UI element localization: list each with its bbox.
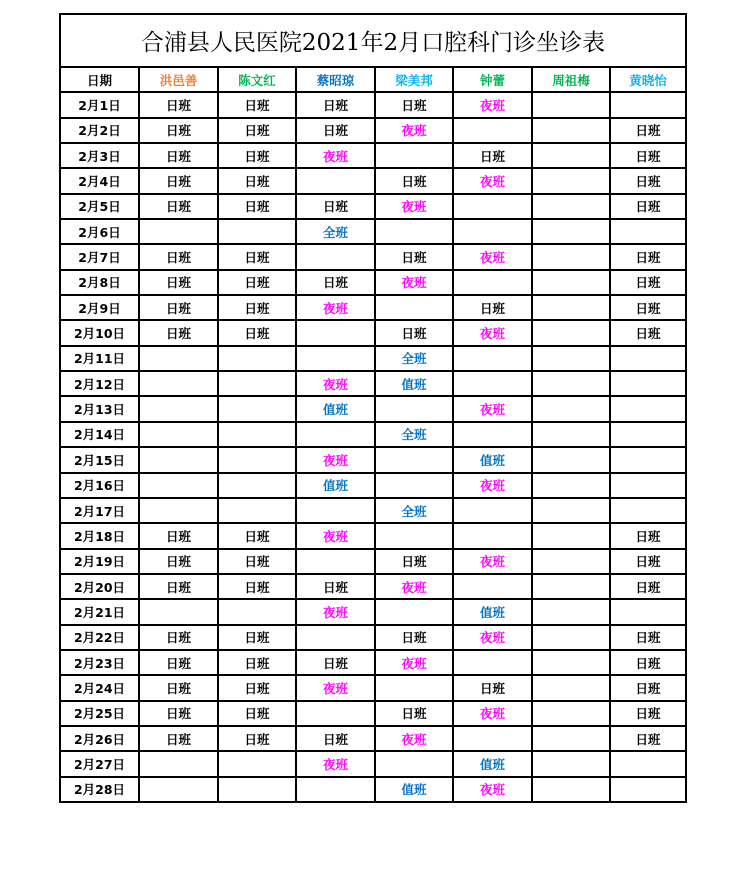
shift-cell: 日班 <box>139 143 218 168</box>
shift-cell <box>532 523 610 548</box>
shift-cell: 日班 <box>610 726 685 751</box>
shift-cell <box>532 92 610 117</box>
shift-cell <box>139 599 218 624</box>
table-row <box>61 726 685 751</box>
shift-cell <box>139 371 218 396</box>
shift-cell <box>532 751 610 776</box>
date-cell: 2月8日 <box>61 270 139 295</box>
shift-cell <box>375 523 453 548</box>
shift-cell: 日班 <box>218 168 296 193</box>
shift-cell: 夜班 <box>296 295 375 320</box>
shift-cell: 日班 <box>218 701 296 726</box>
table-row <box>61 346 685 371</box>
shift-cell <box>453 346 532 371</box>
shift-cell: 日班 <box>610 295 685 320</box>
shift-cell <box>532 422 610 447</box>
shift-cell <box>610 777 685 801</box>
shift-cell <box>375 447 453 472</box>
shift-cell: 日班 <box>218 726 296 751</box>
table-row <box>61 194 685 219</box>
date-cell: 2月10日 <box>61 320 139 345</box>
shift-cell <box>296 422 375 447</box>
shift-cell <box>532 219 610 244</box>
shift-cell: 日班 <box>296 118 375 143</box>
shift-cell: 日班 <box>296 726 375 751</box>
shift-cell <box>218 498 296 523</box>
shift-cell: 夜班 <box>453 244 532 269</box>
shift-cell: 值班 <box>453 447 532 472</box>
shift-cell <box>296 244 375 269</box>
shift-cell: 日班 <box>610 270 685 295</box>
shift-cell <box>610 498 685 523</box>
shift-cell: 日班 <box>296 194 375 219</box>
shift-cell <box>532 371 610 396</box>
header-row <box>61 68 685 92</box>
shift-cell <box>453 118 532 143</box>
schedule-table <box>61 68 685 801</box>
shift-cell <box>375 295 453 320</box>
table-row <box>61 118 685 143</box>
table-row <box>61 650 685 675</box>
shift-cell <box>610 219 685 244</box>
shift-cell <box>532 777 610 801</box>
table-row <box>61 295 685 320</box>
shift-cell: 日班 <box>139 270 218 295</box>
shift-cell: 日班 <box>139 92 218 117</box>
shift-cell: 日班 <box>139 625 218 650</box>
table-row <box>61 447 685 472</box>
shift-cell: 日班 <box>453 675 532 700</box>
shift-cell: 日班 <box>296 650 375 675</box>
shift-cell <box>453 726 532 751</box>
date-cell: 2月25日 <box>61 701 139 726</box>
table-row <box>61 371 685 396</box>
header-doctor: 钟蕾 <box>453 68 532 92</box>
shift-cell <box>218 751 296 776</box>
shift-cell: 日班 <box>610 194 685 219</box>
shift-cell: 日班 <box>610 168 685 193</box>
shift-cell: 夜班 <box>296 143 375 168</box>
date-cell: 2月27日 <box>61 751 139 776</box>
shift-cell: 日班 <box>218 143 296 168</box>
shift-cell: 日班 <box>218 270 296 295</box>
date-cell: 2月15日 <box>61 447 139 472</box>
shift-cell: 值班 <box>296 473 375 498</box>
header-doctor: 蔡昭琼 <box>296 68 375 92</box>
shift-cell: 全班 <box>375 346 453 371</box>
shift-cell <box>139 219 218 244</box>
shift-cell <box>610 599 685 624</box>
shift-cell <box>296 701 375 726</box>
shift-cell <box>453 422 532 447</box>
shift-cell <box>532 701 610 726</box>
shift-cell <box>218 219 296 244</box>
table-row <box>61 549 685 574</box>
shift-cell: 日班 <box>218 118 296 143</box>
shift-cell: 日班 <box>218 295 296 320</box>
date-cell: 2月22日 <box>61 625 139 650</box>
shift-cell: 日班 <box>139 295 218 320</box>
date-cell: 2月9日 <box>61 295 139 320</box>
shift-cell: 日班 <box>610 574 685 599</box>
shift-cell <box>532 396 610 421</box>
shift-cell: 日班 <box>218 625 296 650</box>
date-cell: 2月28日 <box>61 777 139 801</box>
header-doctor: 梁美邦 <box>375 68 453 92</box>
header-doctor: 陈文红 <box>218 68 296 92</box>
shift-cell <box>610 396 685 421</box>
shift-cell: 日班 <box>375 701 453 726</box>
shift-cell: 日班 <box>139 549 218 574</box>
shift-cell: 夜班 <box>453 92 532 117</box>
shift-cell: 全班 <box>296 219 375 244</box>
date-cell: 2月23日 <box>61 650 139 675</box>
shift-cell: 日班 <box>610 244 685 269</box>
shift-cell: 夜班 <box>453 625 532 650</box>
shift-cell: 日班 <box>139 675 218 700</box>
shift-cell <box>532 447 610 472</box>
shift-cell <box>218 473 296 498</box>
shift-cell: 日班 <box>610 650 685 675</box>
schedule-body <box>61 68 685 801</box>
shift-cell: 日班 <box>139 244 218 269</box>
shift-cell: 夜班 <box>375 574 453 599</box>
shift-cell: 日班 <box>218 574 296 599</box>
shift-cell <box>296 168 375 193</box>
shift-cell <box>532 295 610 320</box>
shift-cell: 夜班 <box>375 726 453 751</box>
shift-cell: 夜班 <box>296 523 375 548</box>
shift-cell: 日班 <box>218 320 296 345</box>
table-row <box>61 473 685 498</box>
shift-cell: 日班 <box>610 118 685 143</box>
shift-cell <box>296 498 375 523</box>
header-date: 日期 <box>61 68 139 92</box>
shift-cell: 日班 <box>218 194 296 219</box>
date-cell: 2月7日 <box>61 244 139 269</box>
shift-cell: 夜班 <box>375 270 453 295</box>
shift-cell: 夜班 <box>296 371 375 396</box>
shift-cell <box>453 219 532 244</box>
shift-cell: 日班 <box>139 118 218 143</box>
date-cell: 2月12日 <box>61 371 139 396</box>
shift-cell: 日班 <box>375 320 453 345</box>
date-cell: 2月21日 <box>61 599 139 624</box>
date-cell: 2月13日 <box>61 396 139 421</box>
shift-cell: 夜班 <box>453 168 532 193</box>
shift-cell: 夜班 <box>296 675 375 700</box>
date-cell: 2月24日 <box>61 675 139 700</box>
date-cell: 2月18日 <box>61 523 139 548</box>
date-cell: 2月6日 <box>61 219 139 244</box>
shift-cell: 值班 <box>375 777 453 801</box>
shift-cell <box>532 574 610 599</box>
shift-cell <box>139 751 218 776</box>
shift-cell <box>453 371 532 396</box>
shift-cell: 夜班 <box>375 194 453 219</box>
table-row <box>61 777 685 801</box>
shift-cell: 日班 <box>139 650 218 675</box>
schedule-sheet <box>59 13 687 803</box>
shift-cell <box>453 574 532 599</box>
shift-cell <box>532 675 610 700</box>
shift-cell: 日班 <box>139 574 218 599</box>
date-cell: 2月14日 <box>61 422 139 447</box>
table-row <box>61 751 685 776</box>
shift-cell <box>296 777 375 801</box>
date-cell: 2月11日 <box>61 346 139 371</box>
shift-cell <box>218 346 296 371</box>
shift-cell <box>218 777 296 801</box>
shift-cell: 日班 <box>218 675 296 700</box>
shift-cell: 日班 <box>610 675 685 700</box>
shift-cell <box>532 168 610 193</box>
shift-cell <box>453 194 532 219</box>
shift-cell: 日班 <box>375 549 453 574</box>
shift-cell <box>532 244 610 269</box>
shift-cell <box>610 447 685 472</box>
table-row <box>61 422 685 447</box>
table-row <box>61 219 685 244</box>
table-row <box>61 675 685 700</box>
shift-cell <box>139 777 218 801</box>
date-cell: 2月17日 <box>61 498 139 523</box>
shift-cell: 日班 <box>375 244 453 269</box>
shift-cell <box>532 270 610 295</box>
shift-cell <box>532 118 610 143</box>
shift-cell <box>610 371 685 396</box>
shift-cell: 日班 <box>610 320 685 345</box>
table-row <box>61 270 685 295</box>
shift-cell: 日班 <box>139 523 218 548</box>
shift-cell: 日班 <box>218 650 296 675</box>
shift-cell: 日班 <box>139 701 218 726</box>
shift-cell <box>139 422 218 447</box>
shift-cell: 日班 <box>610 701 685 726</box>
shift-cell <box>375 751 453 776</box>
shift-cell <box>532 143 610 168</box>
shift-cell: 夜班 <box>296 599 375 624</box>
shift-cell <box>532 320 610 345</box>
table-row <box>61 599 685 624</box>
table-row <box>61 701 685 726</box>
shift-cell <box>375 219 453 244</box>
date-cell: 2月16日 <box>61 473 139 498</box>
shift-cell: 夜班 <box>453 320 532 345</box>
shift-cell <box>453 523 532 548</box>
shift-cell <box>532 194 610 219</box>
shift-cell: 日班 <box>139 168 218 193</box>
shift-cell: 日班 <box>296 574 375 599</box>
shift-cell: 夜班 <box>453 549 532 574</box>
shift-cell: 日班 <box>296 270 375 295</box>
table-row <box>61 244 685 269</box>
shift-cell: 日班 <box>453 295 532 320</box>
shift-cell <box>296 346 375 371</box>
date-cell: 2月26日 <box>61 726 139 751</box>
table-row <box>61 320 685 345</box>
shift-cell: 日班 <box>218 92 296 117</box>
table-row <box>61 625 685 650</box>
shift-cell <box>532 599 610 624</box>
table-row <box>61 523 685 548</box>
date-cell: 2月4日 <box>61 168 139 193</box>
shift-cell <box>139 447 218 472</box>
shift-cell <box>610 751 685 776</box>
shift-cell <box>218 422 296 447</box>
table-row <box>61 92 685 117</box>
shift-cell <box>532 625 610 650</box>
table-row <box>61 143 685 168</box>
shift-cell: 日班 <box>610 625 685 650</box>
shift-cell <box>296 625 375 650</box>
shift-cell: 日班 <box>139 726 218 751</box>
shift-cell <box>610 346 685 371</box>
shift-cell <box>139 346 218 371</box>
shift-cell <box>218 396 296 421</box>
shift-cell: 日班 <box>296 92 375 117</box>
table-row <box>61 168 685 193</box>
shift-cell <box>218 371 296 396</box>
shift-cell: 全班 <box>375 422 453 447</box>
shift-cell <box>532 473 610 498</box>
shift-cell: 夜班 <box>296 447 375 472</box>
date-cell: 2月3日 <box>61 143 139 168</box>
shift-cell: 夜班 <box>296 751 375 776</box>
shift-cell <box>453 270 532 295</box>
shift-cell: 值班 <box>296 396 375 421</box>
shift-cell: 值班 <box>453 599 532 624</box>
shift-cell: 值班 <box>453 751 532 776</box>
shift-cell: 日班 <box>610 143 685 168</box>
table-row <box>61 498 685 523</box>
shift-cell <box>532 549 610 574</box>
shift-cell: 日班 <box>218 244 296 269</box>
shift-cell <box>139 396 218 421</box>
shift-cell <box>218 447 296 472</box>
shift-cell: 夜班 <box>453 396 532 421</box>
shift-cell <box>453 498 532 523</box>
header-doctor: 黄晓怡 <box>610 68 685 92</box>
shift-cell <box>296 549 375 574</box>
shift-cell <box>610 422 685 447</box>
shift-cell <box>453 650 532 675</box>
shift-cell <box>296 320 375 345</box>
shift-cell: 日班 <box>375 625 453 650</box>
shift-cell <box>610 473 685 498</box>
shift-cell <box>375 396 453 421</box>
date-cell: 2月5日 <box>61 194 139 219</box>
page-title: 合浦县人民医院2021年2月口腔科门诊坐诊表 <box>61 15 685 68</box>
table-row <box>61 396 685 421</box>
shift-cell: 日班 <box>610 549 685 574</box>
date-cell: 2月20日 <box>61 574 139 599</box>
shift-cell: 日班 <box>453 143 532 168</box>
shift-cell <box>610 92 685 117</box>
header-doctor: 洪邑善 <box>139 68 218 92</box>
shift-cell: 日班 <box>139 194 218 219</box>
shift-cell <box>375 143 453 168</box>
shift-cell <box>139 498 218 523</box>
shift-cell: 日班 <box>610 523 685 548</box>
shift-cell <box>532 726 610 751</box>
shift-cell: 夜班 <box>453 473 532 498</box>
shift-cell <box>139 473 218 498</box>
shift-cell: 夜班 <box>453 701 532 726</box>
shift-cell: 日班 <box>375 92 453 117</box>
date-cell: 2月1日 <box>61 92 139 117</box>
shift-cell: 值班 <box>375 371 453 396</box>
date-cell: 2月2日 <box>61 118 139 143</box>
date-cell: 2月19日 <box>61 549 139 574</box>
shift-cell: 日班 <box>375 168 453 193</box>
shift-cell <box>532 650 610 675</box>
shift-cell <box>375 675 453 700</box>
shift-cell: 夜班 <box>375 650 453 675</box>
shift-cell: 夜班 <box>375 118 453 143</box>
header-doctor: 周祖梅 <box>532 68 610 92</box>
shift-cell <box>218 599 296 624</box>
shift-cell <box>532 346 610 371</box>
shift-cell: 全班 <box>375 498 453 523</box>
shift-cell <box>375 473 453 498</box>
shift-cell <box>532 498 610 523</box>
shift-cell: 夜班 <box>453 777 532 801</box>
table-row <box>61 574 685 599</box>
shift-cell: 日班 <box>218 549 296 574</box>
shift-cell: 日班 <box>218 523 296 548</box>
shift-cell: 日班 <box>139 320 218 345</box>
shift-cell <box>375 599 453 624</box>
